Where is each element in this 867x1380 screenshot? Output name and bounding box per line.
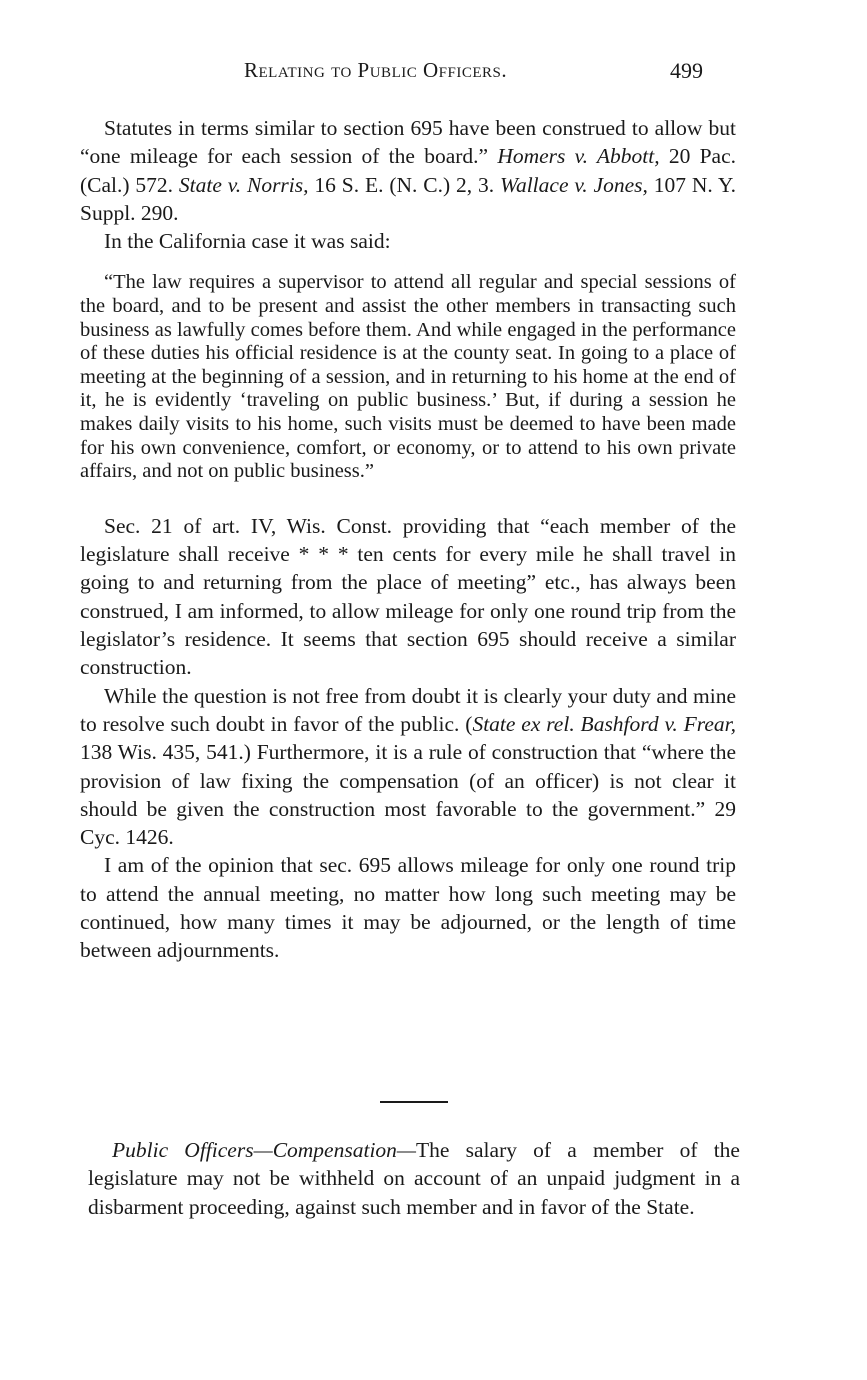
text-span: 16 S. E. (N. C.) 2, 3. bbox=[308, 172, 501, 197]
section-divider bbox=[380, 1101, 448, 1103]
page-number: 499 bbox=[670, 58, 703, 83]
text-span: While the question is not free from doubt it is clearly your duty and mine to resolve such doubt in favor of the public. ( bbox=[80, 683, 736, 736]
case-citation: Homers v. Abbott, bbox=[497, 144, 660, 169]
case-citation: State ex rel. Bashford v. Frear, bbox=[472, 711, 736, 736]
case-citation: State v. Norris, bbox=[178, 172, 309, 197]
case-citation: Wallace v. Jones, bbox=[500, 172, 648, 197]
block-quote: “The law requires a supervisor to attend all regular and special sessions of the board, and to be present and assist the other members in transacting such business as lawfully comes before them. And while engaged in the performance of these duties his official residence is at the county seat. In going to a place of meeting at the beginning of a session, and in returning to his home at the end of it, he is evidently ‘traveling on public business.’ But, if during a session he makes daily visits to his home, such visits must be deemed to have been made for his own convenience, comfort, or economy, or to attend to his own private affairs, and not on public business.” bbox=[80, 271, 736, 483]
paragraph-constitution: Sec. 21 of art. IV, Wis. Const. providing that “each member of the legislature shall receive * * * ten cents for every mile he shall travel in going to and returning from the place of meeting” etc., has always been construed, I am informed, to allow mileage for only one round trip from the legislator’s residence. It seems that section 695 should receive a similar construction. bbox=[80, 513, 736, 680]
text-span: 138 Wis. 435, 541.) Furthermore, it is a rule of construction that “where the provision of law fixing the compensation (of an officer) is not clear it should be given the construction most favorable to the government.” 29 Cyc. 1426. bbox=[80, 740, 736, 850]
paragraph-citations bbox=[80, 114, 736, 227]
running-title: Relating to Public Officers. bbox=[244, 58, 508, 82]
headnote-paragraph bbox=[88, 1136, 740, 1221]
paragraph-opinion: I am of the opinion that sec. 695 allows mileage for only one round trip to attend the annual meeting, no matter how long such meeting may be continued, how many times it may be adjourned, or the length of time between adjournments. bbox=[80, 853, 736, 963]
headnote-title: Public Officers—Compensation— bbox=[112, 1138, 417, 1162]
text-span: 20 Pac. (Cal.) 572. bbox=[80, 144, 737, 197]
headnote-text: The salary of a member of the legislature may not be withheld on account of an unpaid judgment in a disbarment proceeding, against such member and in favor of the State. bbox=[88, 1138, 740, 1219]
paragraph-doubt bbox=[80, 682, 736, 852]
page-header bbox=[0, 58, 867, 92]
text-span: Statutes in terms similar to section 695 have been construed to allow but “one mileage for each session of the board.” bbox=[80, 116, 736, 169]
text-span: 107 N. Y. Suppl. 290. bbox=[80, 172, 736, 225]
body-text bbox=[80, 114, 736, 965]
paragraph-intro-quote: In the California case it was said: bbox=[104, 229, 391, 254]
headnote bbox=[88, 1136, 740, 1221]
